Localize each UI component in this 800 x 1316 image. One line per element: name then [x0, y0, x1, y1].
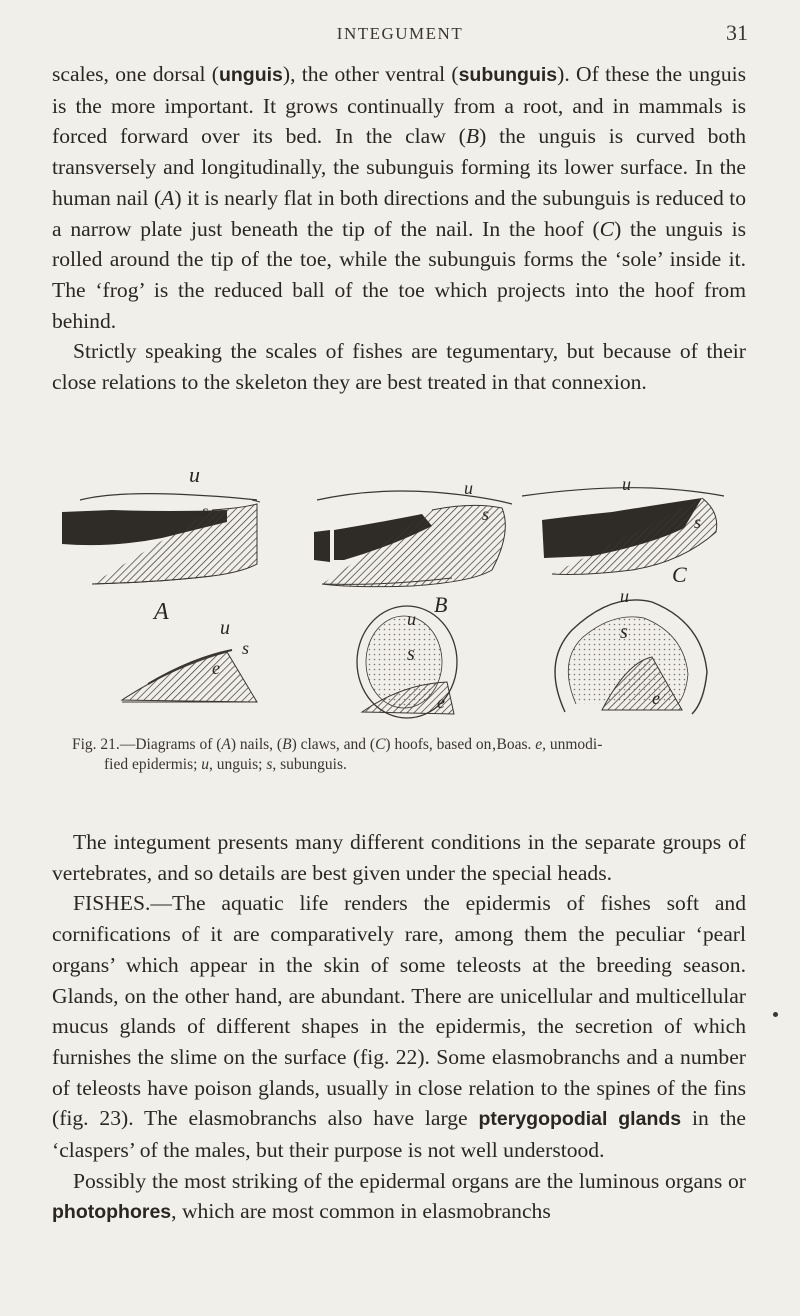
figure-diagram: [52, 452, 752, 727]
term-pterygopodial-glands: pterygopodial glands: [478, 1108, 682, 1131]
paragraph: Possibly the most striking of the epidermal organs are the luminous organs or photophores, which are most common in elasmobranchs: [52, 1168, 746, 1224]
label-b: B: [434, 592, 448, 617]
section-heading-fishes: FISHES.: [73, 891, 151, 916]
text-block-bottom: [52, 827, 746, 1228]
label-c-s-top: s: [694, 512, 702, 532]
nail-transverse-section: [122, 650, 257, 702]
label-c-u-top: u: [622, 474, 631, 494]
label-a-u-bottom: u: [220, 617, 230, 639]
paragraph: The integument presents many different conditions in the separate groups of vertebrates, and so details are best given under the special heads.: [52, 830, 746, 885]
label-a-s-bottom: s: [242, 638, 250, 658]
text-block-top: [52, 59, 746, 398]
label-b-u-bottom: u: [407, 609, 416, 629]
term-unguis: unguis: [218, 64, 283, 86]
nail-longitudinal-section: [62, 494, 260, 584]
figure-caption: Fig. 21.—Diagrams of (A) nails, (B) claws, and (C) hoofs, based on‚Boas. e, unmodi- fied epidermis; u, unguis; s, subunguis.: [72, 736, 603, 773]
label-b-e: e: [437, 692, 445, 712]
label-c-s-bottom: s: [620, 621, 628, 643]
term-photophores: photophores: [52, 1201, 172, 1224]
label-b-u-top: u: [464, 478, 473, 498]
label-c-e: e: [652, 688, 660, 708]
margin-dot: [773, 1012, 778, 1017]
label-b-s-top: s: [482, 504, 490, 524]
label-a: A: [154, 599, 169, 625]
paragraph: Strictly speaking the scales of fishes are tegumentary, but because of their close relations to the skeleton they are best treated in that connexion.: [52, 339, 746, 395]
hoof-transverse-section: [555, 600, 707, 714]
term-subunguis: subunguis: [458, 64, 558, 86]
label-c-u-bottom: u: [620, 586, 629, 606]
figure-21: [52, 452, 752, 727]
label-c: C: [672, 562, 687, 587]
page-number: 31: [726, 20, 748, 45]
label-b-s-bottom: s: [407, 643, 415, 665]
label-a-e: e: [212, 658, 220, 678]
paragraph: scales, one dorsal (unguis), the other ventral (subunguis). Of these the unguis is the more important. It grows continually from a root, and in mammals is forced forward over its bed. In the claw (B) the unguis is curved both transversely and longitudinally, the subunguis forming its lower surface. In the human nail (A) it is nearly flat in both directions and the subunguis is reduced to a narrow plate just beneath the tip of the nail. In the hoof (C) the unguis is rolled around the tip of the toe, while the subunguis forms the ‘sole’ inside it. The ‘frog’ is the reduced ball of the toe which projects into the hoof from behind.: [52, 62, 747, 333]
page-header: [0, 18, 800, 48]
running-head: INTEGUMENT: [336, 24, 464, 43]
paragraph: FISHES.—The aquatic life renders the epidermis of fishes soft and cornifications of it are comparatively rare, among them the peculiar ‘pearl organs’ which appear in the skin of some teleosts at the breeding season. Glands, on the other hand, are abundant. There are unicellular and multicellular mucus glands of different shapes in the epidermis, the secretion of which furnishes the slime on the surface (fig. 22). Some elasmobranchs and a number of teleosts have poison glands, usually in close relation to the spines of the fins (fig. 23). The elasmobranchs also have large pterygopodial glands in the ‘claspers’ of the males, but their purpose is not well understood.: [52, 891, 746, 1163]
label-a-s-top: s: [202, 503, 209, 520]
label-a-u-top: u: [189, 462, 200, 487]
